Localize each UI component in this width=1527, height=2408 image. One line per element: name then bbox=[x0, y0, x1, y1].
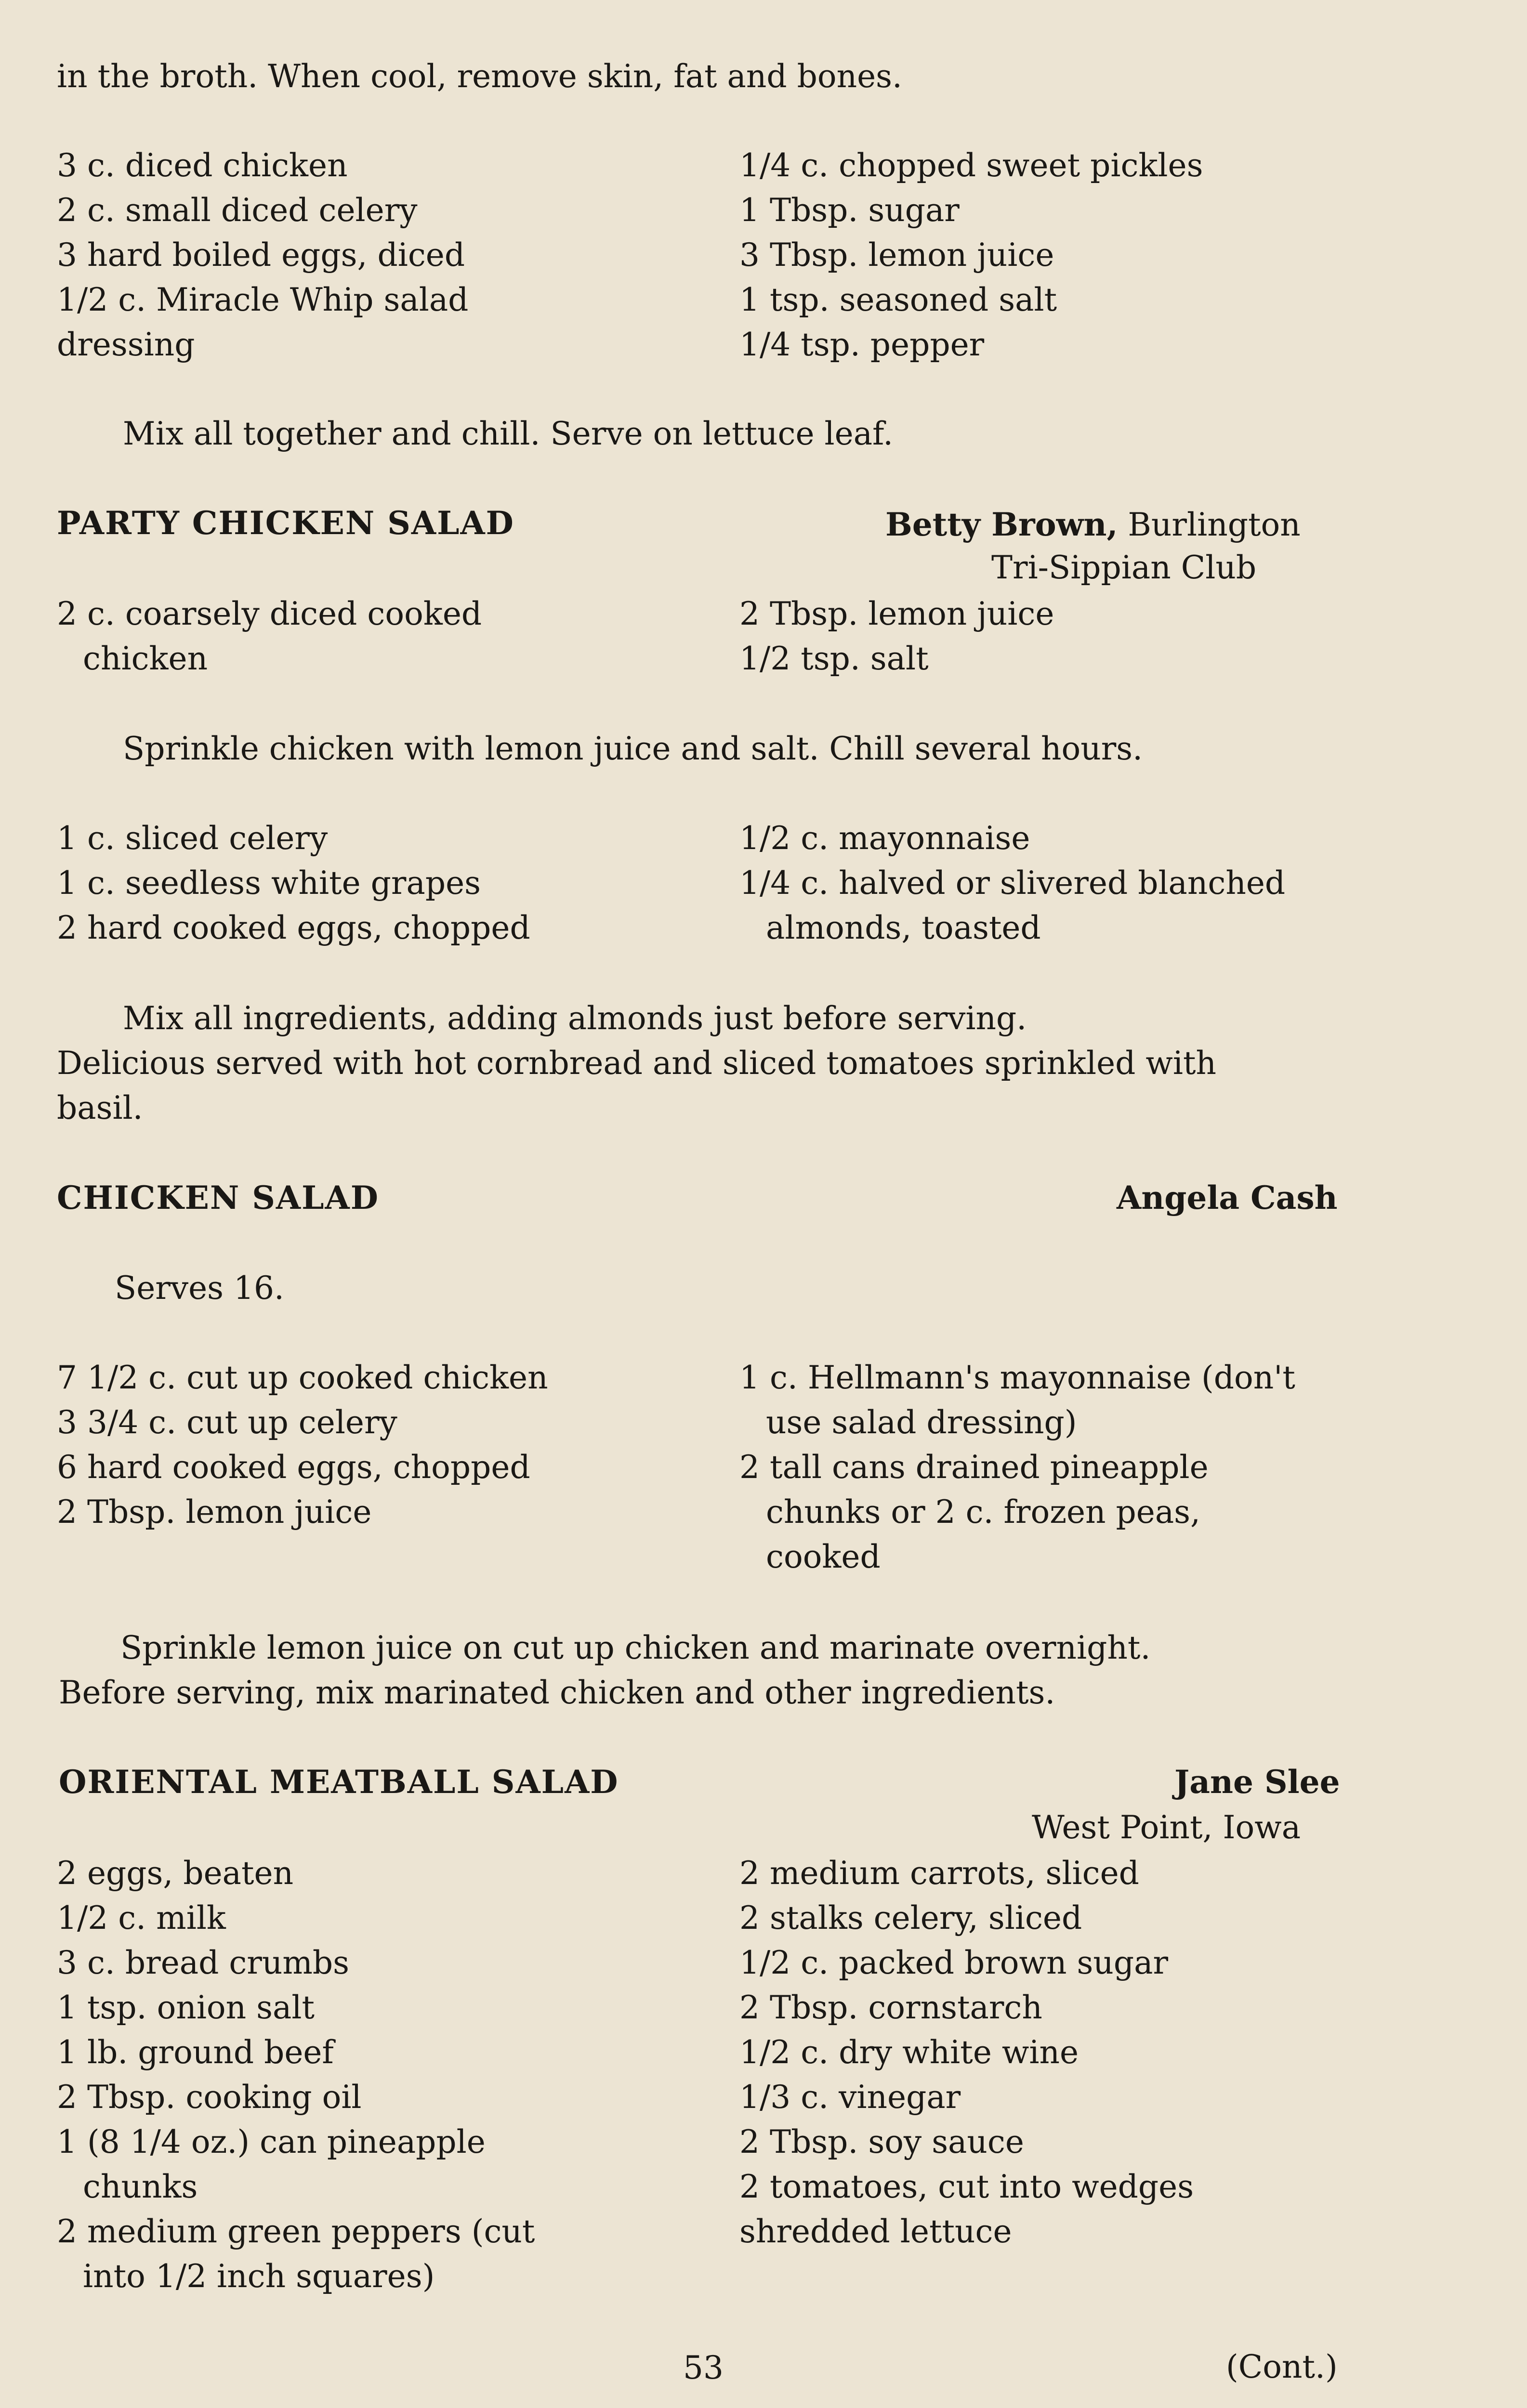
ingredient: 1/2 tsp. salt bbox=[739, 640, 929, 677]
ingredient: 1 c. Hellmann's mayonnaise (don't bbox=[739, 1359, 1295, 1396]
ingredient: 1/4 c. chopped sweet pickles bbox=[739, 147, 1203, 184]
ingredient: 1/2 c. mayonnaise bbox=[739, 820, 1030, 857]
ingredient: 3 hard boiled eggs, diced bbox=[57, 236, 465, 274]
recipe-title: PARTY CHICKEN SALAD bbox=[57, 504, 514, 542]
recipe-title: CHICKEN SALAD bbox=[57, 1179, 379, 1217]
directions: basil. bbox=[57, 1089, 143, 1126]
ingredient: 1 c. seedless white grapes bbox=[57, 864, 481, 902]
ingredient: 1 tsp. onion salt bbox=[57, 1989, 315, 2026]
ingredient: into 1/2 inch squares) bbox=[83, 2258, 435, 2295]
author-name: Betty Brown, bbox=[885, 506, 1118, 543]
ingredient: 2 stalks celery, sliced bbox=[739, 1899, 1082, 1937]
ingredient: 2 Tbsp. cornstarch bbox=[739, 1989, 1042, 2026]
ingredient: 1/2 c. Miracle Whip salad bbox=[57, 281, 469, 318]
ingredient: almonds, toasted bbox=[766, 909, 1041, 946]
intro-line: in the broth. When cool, remove skin, fat and bones. bbox=[57, 58, 903, 95]
ingredient: 2 Tbsp. cooking oil bbox=[57, 2079, 362, 2116]
directions: Mix all together and chill. Serve on lettuce leaf. bbox=[123, 415, 894, 452]
ingredient: chicken bbox=[83, 640, 208, 677]
ingredient: 2 c. coarsely diced cooked bbox=[57, 595, 482, 632]
ingredient: 1/2 c. milk bbox=[57, 1899, 226, 1937]
ingredient: 2 Tbsp. lemon juice bbox=[739, 595, 1054, 632]
ingredient: 1/3 c. vinegar bbox=[739, 2079, 961, 2116]
ingredient: 1 c. sliced celery bbox=[57, 820, 328, 857]
directions: Before serving, mix marinated chicken and other ingredients. bbox=[59, 1674, 1055, 1711]
continued-label: (Cont.) bbox=[1226, 2348, 1338, 2385]
ingredient: shredded lettuce bbox=[739, 2213, 1012, 2250]
ingredient: 1 tsp. seasoned salt bbox=[739, 281, 1057, 318]
ingredient: 2 medium carrots, sliced bbox=[739, 1855, 1139, 1892]
author-club: Tri-Sippian Club bbox=[991, 549, 1257, 586]
ingredient: cooked bbox=[766, 1538, 881, 1575]
ingredient: 1 Tbsp. sugar bbox=[739, 192, 960, 229]
ingredient: 1/4 tsp. pepper bbox=[739, 326, 985, 363]
directions: Sprinkle chicken with lemon juice and salt. Chill several hours. bbox=[123, 730, 1143, 767]
ingredient: 1/2 c. dry white wine bbox=[739, 2034, 1079, 2071]
author-place: West Point, Iowa bbox=[1032, 1809, 1301, 1846]
ingredient: 2 tall cans drained pineapple bbox=[739, 1449, 1209, 1486]
ingredient: 2 Tbsp. soy sauce bbox=[739, 2123, 1024, 2160]
ingredient: 2 medium green peppers (cut bbox=[57, 2213, 535, 2250]
ingredient: chunks or 2 c. frozen peas, bbox=[766, 1493, 1201, 1531]
ingredient: 2 hard cooked eggs, chopped bbox=[57, 909, 530, 946]
ingredient: 6 hard cooked eggs, chopped bbox=[57, 1449, 530, 1486]
ingredient: use salad dressing) bbox=[766, 1404, 1077, 1441]
serves: Serves 16. bbox=[115, 1269, 284, 1307]
ingredient: 7 1/2 c. cut up cooked chicken bbox=[57, 1359, 548, 1396]
directions: Mix all ingredients, adding almonds just before serving. bbox=[123, 1000, 1027, 1037]
ingredient: 3 c. bread crumbs bbox=[57, 1944, 350, 1981]
ingredient: 1/4 c. halved or slivered blanched bbox=[739, 864, 1286, 902]
directions: Delicious served with hot cornbread and sliced tomatoes sprinkled with bbox=[57, 1045, 1217, 1082]
ingredient: 1 lb. ground beef bbox=[57, 2034, 334, 2071]
directions: Sprinkle lemon juice on cut up chicken and marinate overnight. bbox=[120, 1629, 1151, 1666]
recipe-title: ORIENTAL MEATBALL SALAD bbox=[59, 1763, 619, 1801]
page-number: 53 bbox=[683, 2349, 724, 2386]
recipe-author: Angela Cash bbox=[1117, 1179, 1338, 1217]
recipe-author bbox=[885, 502, 1301, 548]
ingredient: 1 (8 1/4 oz.) can pineapple bbox=[57, 2123, 486, 2160]
ingredient: 2 c. small diced celery bbox=[57, 192, 418, 229]
ingredient: 3 c. diced chicken bbox=[57, 147, 348, 184]
ingredient: 3 3/4 c. cut up celery bbox=[57, 1404, 397, 1441]
ingredient: 3 Tbsp. lemon juice bbox=[739, 236, 1054, 274]
ingredient: chunks bbox=[83, 2168, 198, 2205]
author-place: Burlington bbox=[1128, 506, 1301, 543]
ingredient: 2 Tbsp. lemon juice bbox=[57, 1493, 372, 1531]
ingredient: dressing bbox=[57, 326, 195, 363]
ingredient: 2 tomatoes, cut into wedges bbox=[739, 2168, 1194, 2205]
ingredient: 2 eggs, beaten bbox=[57, 1855, 294, 1892]
ingredient: 1/2 c. packed brown sugar bbox=[739, 1944, 1169, 1981]
recipe-author: Jane Slee bbox=[1174, 1763, 1340, 1801]
